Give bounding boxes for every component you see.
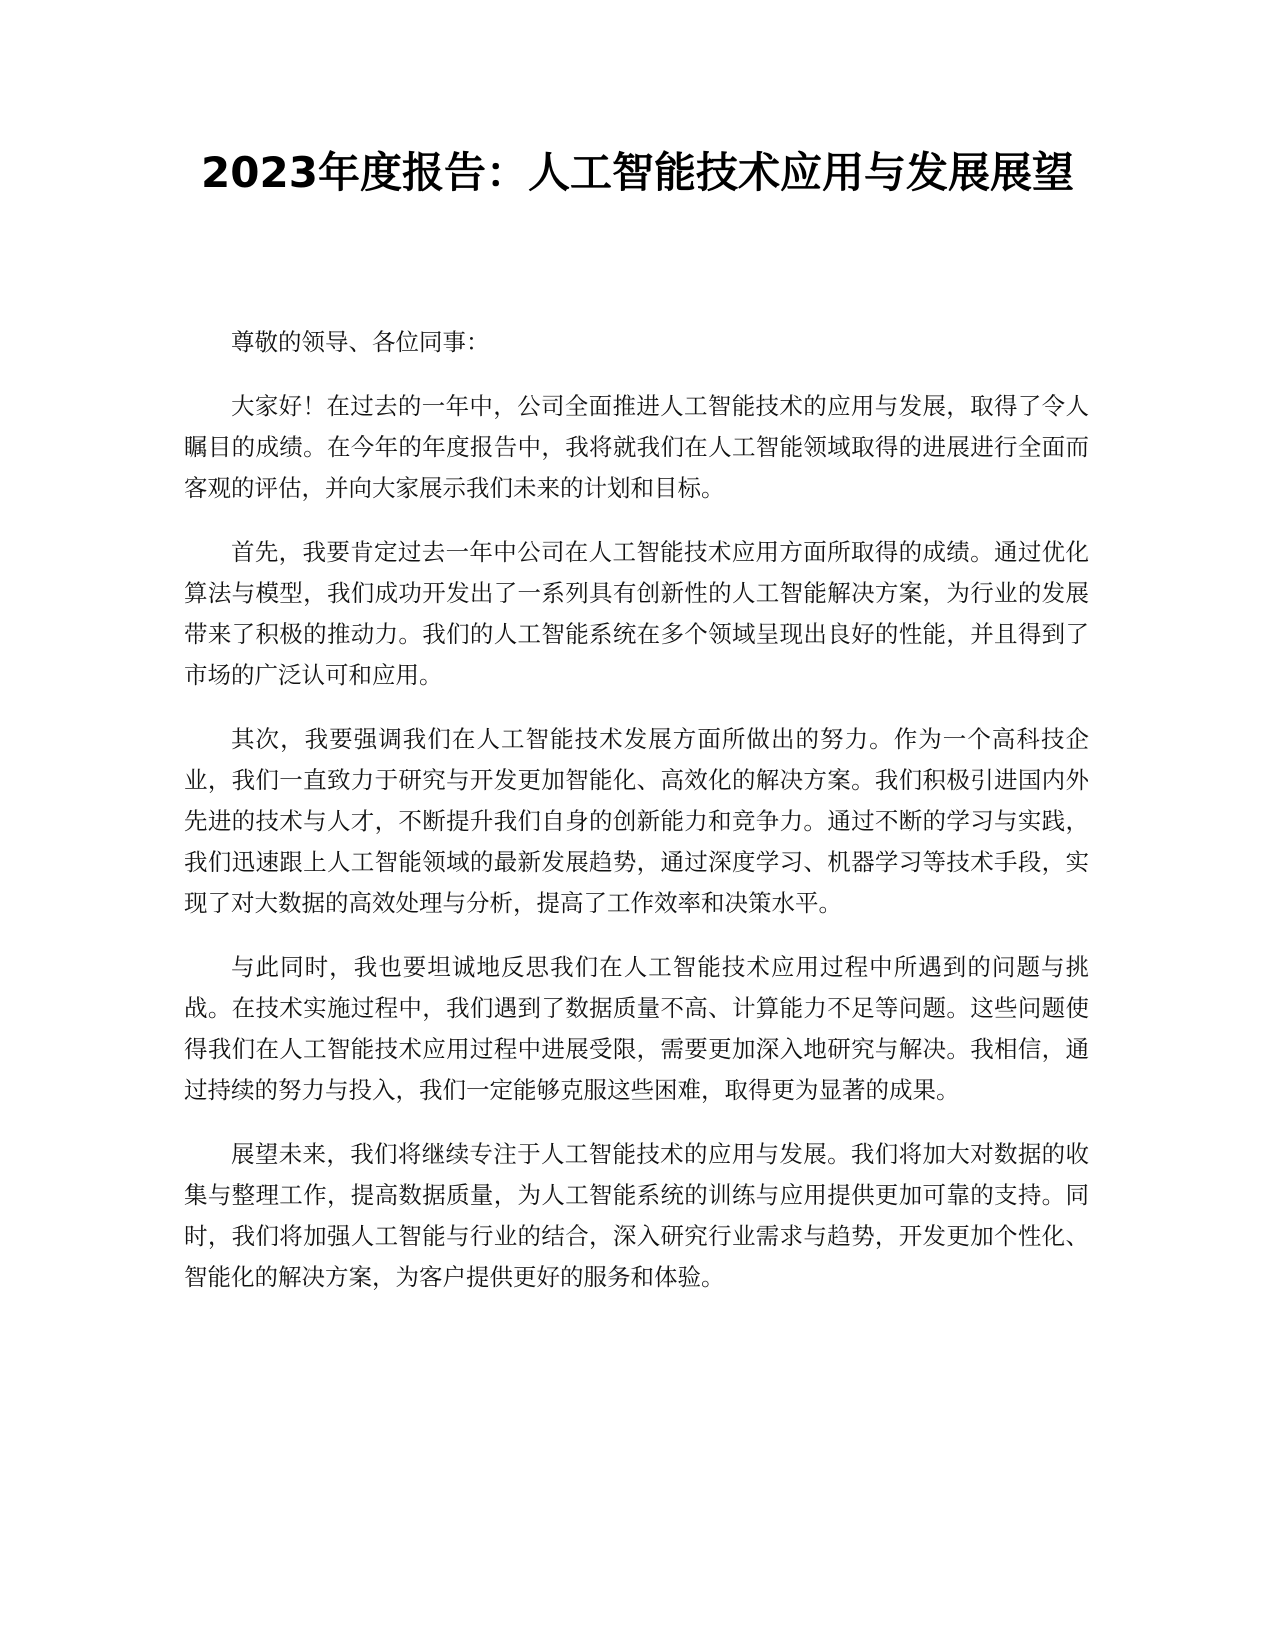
body-paragraph: 其次，我要强调我们在人工智能技术发展方面所做出的努力。作为一个高科技企业，我们一直致力于研究与开发更加智能化、高效化的解决方案。我们积极引进国内外先进的技术与人才，不断提升我们自身的创新能力和竞争力。通过不断的学习与实践，我们迅速跟上人工智能领域的最新发展趋势，通过深度学习、机器学习等技术手段，实现了对大数据的高效处理与分析，提高了工作效率和决策水平。 bbox=[184, 725, 1089, 917]
body-paragraph: 展望未来，我们将继续专注于人工智能技术的应用与发展。我们将加大对数据的收集与整理工作，提高数据质量，为人工智能系统的训练与应用提供更加可靠的支持。同时，我们将加强人工智能与行业的结合，深入研究行业需求与趋势，开发更加个性化、智能化的解决方案，为客户提供更好的服务和体验。 bbox=[184, 1140, 1089, 1291]
body-paragraph: 大家好！在过去的一年中，公司全面推进人工智能技术的应用与发展，取得了令人瞩目的成绩。在今年的年度报告中，我将就我们在人工智能领域取得的进展进行全面而客观的评估，并向大家展示我们未来的计划和目标。 bbox=[184, 392, 1089, 502]
body-paragraph: 与此同时，我也要坦诚地反思我们在人工智能技术应用过程中所遇到的问题与挑战。在技术实施过程中，我们遇到了数据质量不高、计算能力不足等问题。这些问题使得我们在人工智能技术应用过程中进展受限，需要更加深入地研究与解决。我相信，通过持续的努力与投入，我们一定能够克服这些困难，取得更为显著的成果。 bbox=[184, 953, 1089, 1104]
document-body bbox=[184, 322, 1089, 1321]
body-paragraph: 首先，我要肯定过去一年中公司在人工智能技术应用方面所取得的成绩。通过优化算法与模型，我们成功开发出了一系列具有创新性的人工智能解决方案，为行业的发展带来了积极的推动力。我们的人工智能系统在多个领域呈现出良好的性能，并且得到了市场的广泛认可和应用。 bbox=[184, 538, 1089, 689]
salutation-paragraph: 尊敬的领导、各位同事： bbox=[231, 328, 490, 356]
document-title: 2023年度报告：人工智能技术应用与发展展望 bbox=[201, 148, 1074, 197]
